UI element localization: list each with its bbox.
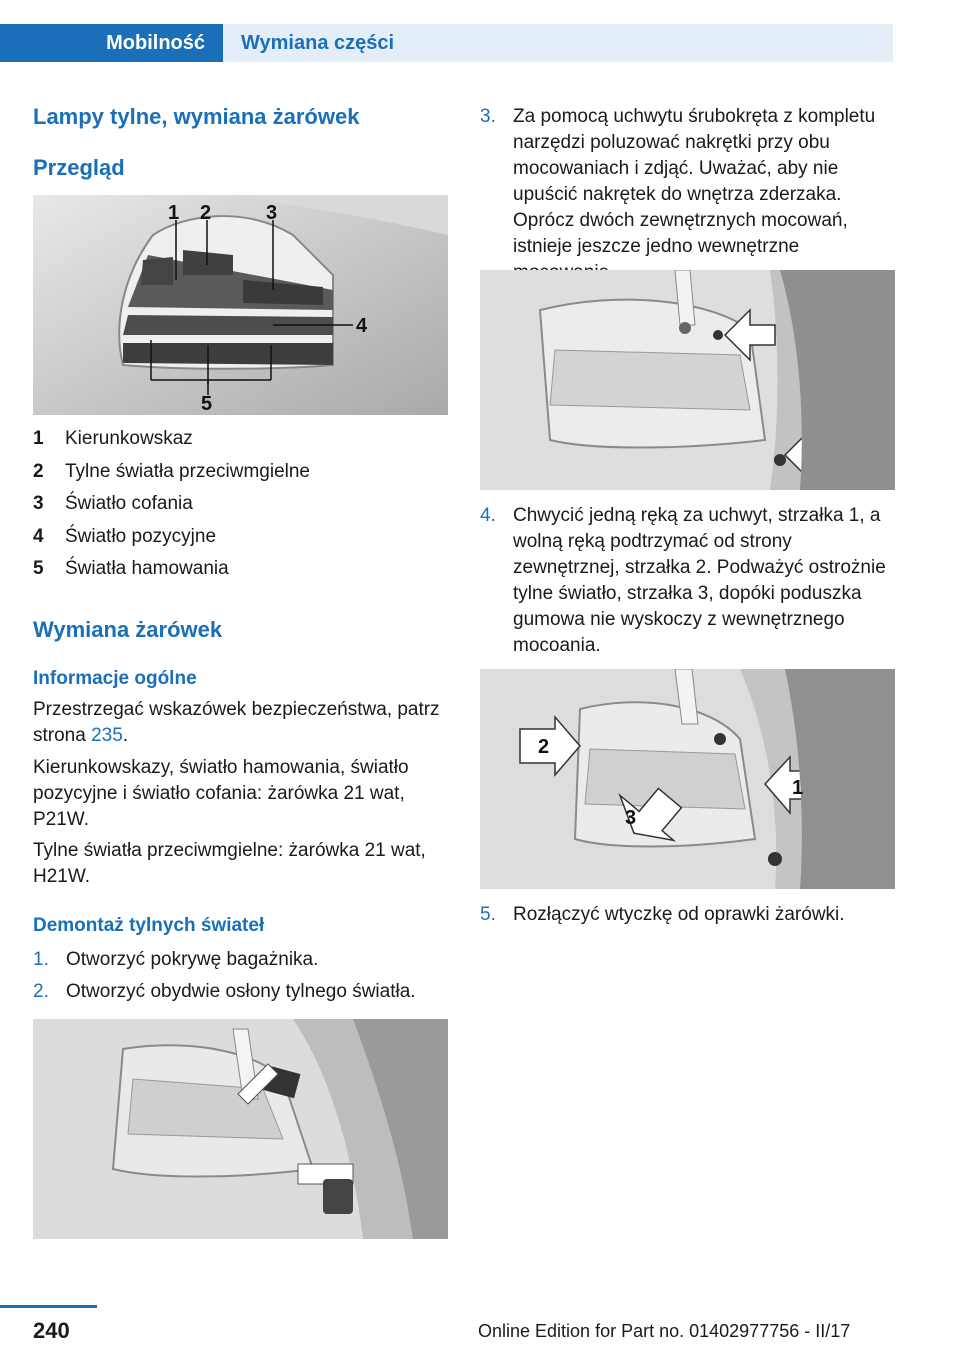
step-item	[480, 902, 895, 928]
legend-number: 1	[33, 428, 44, 449]
safety-text: Przestrzegać wskazówek bezpieczeństwa, patrz strona	[33, 699, 440, 746]
legend-item	[33, 491, 448, 524]
legend-list	[33, 426, 448, 589]
step-text: Otworzyć obydwie osłony tylnego światła.	[66, 981, 416, 1002]
page-link[interactable]: 235	[91, 725, 123, 746]
step-text: Rozłączyć wtyczkę od oprawki żarówki.	[513, 904, 845, 925]
step-number: 3.	[480, 106, 496, 127]
callout-2: 2	[200, 202, 212, 224]
covers-open-illustration	[33, 1019, 448, 1239]
step-text: Chwycić jedną ręką za uchwyt, strzałka 1, a wolną ręką podtrzymać od strony zewnętrznej, strzałka 2. Podważyć ostrożnie tylne światło, strzałka 3, dopóki poduszka gumowa nie wyskoczy z wewnętrznego mocoania.	[513, 505, 886, 656]
callout-1: 1	[792, 777, 804, 799]
nuts-removal-illustration	[480, 270, 895, 490]
light-removal-figure	[480, 669, 895, 889]
step-item	[33, 947, 448, 973]
page-title: Lampy tylne, wymiana żarówek	[33, 104, 360, 129]
legend-item	[33, 556, 448, 589]
step-item	[33, 979, 448, 1005]
general-heading: Informacje ogólne	[33, 668, 197, 689]
covers-open-figure	[33, 1019, 448, 1239]
callout-5: 5	[201, 393, 213, 415]
legend-item	[33, 524, 448, 557]
bulbs-paragraph-1: Kierunkowskazy, światło hamowania, światło pozycyjne i światło cofania: żarówka 21 wat, P21W.	[33, 757, 409, 830]
legend-number: 4	[33, 525, 44, 547]
step-text: Otworzyć pokrywę bagażnika.	[66, 949, 319, 970]
step-number: 5.	[480, 904, 496, 925]
legend-label: Światło cofania	[65, 493, 193, 514]
tail-light-overview-illustration	[33, 195, 448, 415]
header-tabs	[0, 24, 893, 62]
legend-label: Światło pozycyjne	[65, 525, 217, 547]
light-removal-illustration	[480, 669, 895, 889]
safety-paragraph	[33, 697, 448, 749]
tab-chapter[interactable]: Wymiana części	[223, 24, 893, 62]
legend-number: 3	[33, 493, 44, 514]
legend-number: 2	[33, 460, 44, 482]
nuts-removal-figure	[480, 270, 895, 490]
replace-heading: Wymiana żarówek	[33, 617, 223, 642]
bulbs-paragraph-2: Tylne światła przeciwmgielne: żarówka 21 wat, H21W.	[33, 840, 426, 887]
tab-section[interactable]: Mobilność	[0, 24, 223, 62]
overview-heading: Przegląd	[33, 155, 125, 180]
removal-heading: Demontaż tylnych świateł	[33, 915, 265, 936]
step-item	[480, 104, 895, 264]
step-number: 4.	[480, 505, 496, 526]
step-text: Za pomocą uchwytu śrubokręta z kompletu narzędzi poluzować nakrętki przy obu mocowaniach i zdjąć. Uważać, aby nie upuścić nakrętek do wnętrza zderzaka. Oprócz dwóch zewnętrznych mocowań, istnieje jeszcze jedno wewnętrzne	[513, 106, 876, 257]
callout-3: 3	[266, 202, 278, 224]
page-number: 240	[33, 1318, 70, 1343]
callout-1: 1	[168, 202, 180, 224]
legend-number: 5	[33, 558, 44, 579]
safety-text-end: .	[122, 725, 129, 746]
callout-3: 3	[625, 807, 637, 829]
tail-light-overview-figure	[33, 195, 448, 415]
step-item	[480, 503, 895, 663]
lamp-5-shape	[123, 343, 333, 365]
footer-rule	[0, 1305, 97, 1308]
callout-4: 4	[356, 315, 368, 337]
lamp-1-shape	[141, 257, 173, 285]
edition-text: Online Edition for Part no. 01402977756 - II/17	[478, 1321, 851, 1341]
step-number: 2.	[33, 981, 49, 1002]
legend-label: Światła hamowania	[65, 558, 229, 579]
legend-item	[33, 426, 448, 459]
legend-label: Kierunkowskaz	[65, 428, 193, 449]
legend-label: Tylne światła przeciwmgielne	[65, 460, 310, 482]
callout-2: 2	[538, 736, 550, 758]
legend-item	[33, 459, 448, 492]
step-number: 1.	[33, 949, 49, 970]
